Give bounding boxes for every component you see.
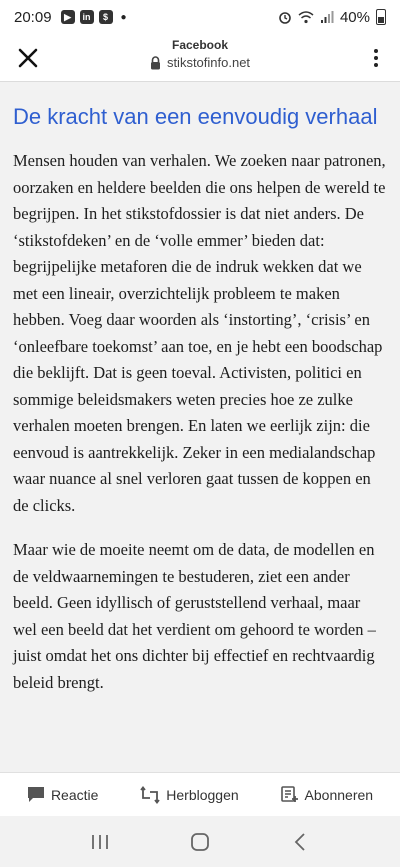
dot	[374, 49, 378, 53]
close-icon	[18, 48, 38, 68]
status-time: 20:09	[14, 8, 52, 26]
herbloggen-label: Herbloggen	[166, 786, 239, 803]
back-icon	[293, 832, 307, 852]
recent-apps-icon	[90, 833, 110, 851]
action-bar	[0, 772, 400, 816]
article-paragraph-1: Mensen houden van verhalen. We zoeken naar patronen, oorzaken en heldere beelden die ons helpen de wereld te begrijpen. In het stikstofdossier is dat niet anders. De ‘stikstofdeken’ en de ‘volle emmer’ bieden dat: begrijpelijke metaforen die de indruk wekken dat we met een lineair, overzichtelijk probleem te maken hebben. Voeg daar woorden als ‘instorting’, ‘crisis’ en ‘onleefbare toekomst’ aan toe, en je hebt een boodschap die beklijft. Dat is geen toeval. Activisten, politici en sommige beleidsmakers weten precies hoe ze zulke verhalen moeten brengen. En laten we eerlijk zijn: die eenvoud is aantrekkelijk. Zeker in een medialandschap waar nuance al snel verloren gaat tussen de koppen en de clicks.	[13, 151, 386, 515]
subscribe-icon	[281, 786, 299, 803]
herbloggen-button[interactable]	[140, 786, 238, 804]
status-bar	[0, 0, 400, 34]
status-left	[14, 9, 127, 26]
recent-apps-button[interactable]	[85, 827, 115, 857]
reblog-icon	[140, 786, 160, 804]
article-paragraph-2: Maar wie de moeite neemt om de data, de modellen en de veldwaarnemingen te bestuderen, ziet een ander beeld. Geen idyllisch of geruststellend verhaal, maar wel een beeld dat het verdient om gehoord te worden – juist omdat het ons dichter bij effectief en rechtvaardig beleid brengt.	[13, 540, 376, 692]
wifi-icon	[298, 11, 314, 24]
battery-percent: 40%	[339, 8, 370, 26]
article-content[interactable]	[0, 82, 400, 772]
dot	[374, 63, 378, 67]
home-icon	[190, 832, 210, 852]
article-title: De kracht van een eenvoudig verhaal	[13, 104, 378, 129]
more-options-button[interactable]	[366, 46, 386, 70]
reactie-label: Reactie	[50, 786, 99, 803]
dot	[374, 56, 378, 60]
notification-dot-icon: ●	[120, 11, 127, 23]
app-icon: $	[99, 10, 113, 24]
app-title-block	[90, 38, 310, 70]
signal-icon	[320, 11, 334, 24]
back-button[interactable]	[285, 827, 315, 857]
app-title: Facebook	[171, 38, 228, 52]
page-url: stikstofinfo.net	[166, 55, 251, 70]
home-button[interactable]	[185, 827, 215, 857]
youtube-icon: ▶	[61, 10, 75, 24]
reactie-button[interactable]	[27, 786, 98, 803]
system-nav-bar	[0, 816, 400, 867]
close-button[interactable]	[12, 42, 44, 74]
lock-icon	[150, 56, 161, 70]
url-row	[90, 55, 310, 70]
status-right	[278, 9, 386, 26]
battery-icon	[376, 9, 386, 25]
app-bar	[0, 34, 400, 82]
comment-icon	[27, 786, 45, 803]
linkedin-icon: in	[80, 10, 94, 24]
abonneren-button[interactable]	[281, 786, 374, 803]
alarm-icon	[278, 10, 292, 24]
abonneren-label: Abonneren	[304, 786, 374, 803]
